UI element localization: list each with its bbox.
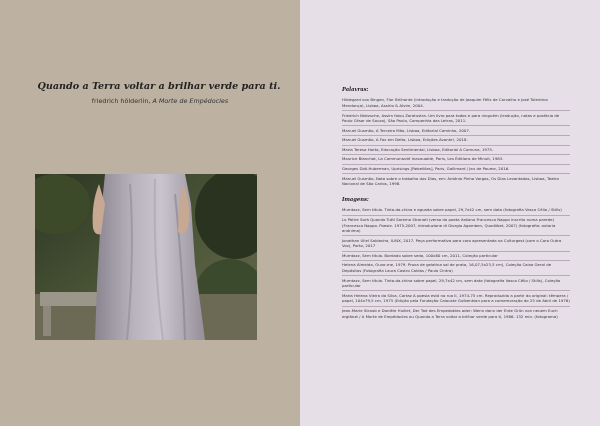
epigraph-work: A Morte de Empédocles (152, 97, 229, 105)
list-item: Jonathan Uliel Saldanha, ILINX, 2017. Peça performativa para coro apresentada na Culturgest (com o Coro Outra Voz), Porto, 2017 (342, 235, 570, 250)
draped-figure-photo (35, 174, 257, 340)
list-item: Lo Pàtire Sorà Quando Tutti Saremo Stronati (verso do poeta italiano Francesco Nappo inscrito numa parede) (Francesco Nappo. Poesie. 1975-2007, introduzione di Giorgio Agamben, Quodlibet, 2007) (fotografia: autoria anónima) (342, 215, 570, 236)
list-item: Mumtazz, Sem título. Bordado sobre seda, 100x80 cm, 2011, Coleção particular (342, 251, 570, 261)
list-item: Friedrich Nietzsche, Assim falou Zaratustra. Um livro para todos e para ninguém (tradução, notas e posfácio de Paulo César de Souza), São Paulo, Companhia das Letras, 2011. (342, 110, 570, 125)
epigraph-author: friedrich hölderlin, (91, 97, 151, 105)
list-item: Jean-Marie Straub e Danièle Huillet, Der Tod des Empedokles oder: Wenn dann der Erde Grün von neuem Euch erglänzt / A Morte de Empédocles ou Quando a Terra voltar a brilhar verde para ti, 1986. 132 min. (fotograma) (342, 306, 570, 321)
list-item: Manuel Gusmão, Nota sobre o trabalho dos Dias, em: António Pinho Vargas, Os Dias Levantados, Lisboa, Teatro Nacional de São Carlos, 1998. (342, 173, 570, 188)
list-item: Helena Almeida, Ouve-me, 1979. Prova de gelatina sal de prata, 16,07,5x23,5 cm), Coleção Caixa Geral de Depósitos (Fotografia Laura Castro Caldas / Paulo Cintra) (342, 260, 570, 275)
list-item: Hildegard von Bingen, Flor Brilhante (introdução e tradução de Joaquim Félix de Carvalho e José Tolentino Mendonça), Lisboa, Assírio & Alvim, 2004. (342, 97, 548, 108)
epigraph-source (40, 97, 280, 105)
list-item: Maurice Blanchot, La Communauté Inavouable, Paris, Les Éditions de Minuit, 1983. (342, 154, 570, 164)
list-item: Manuel Gusmão, A Foz em Delta, Lisboa, Edições Avante!, 2018. (342, 135, 570, 145)
list-item: Manuel Gusmão, A Terceira Mão, Lisboa, Editorial Caminho, 2007. (342, 125, 570, 135)
list-item: Mumtazz, Sem título. Tinta-da-china e aguada sobre papel, 29,7x42 cm, sem data (fotografia Vasco Célio / Stills) (342, 207, 562, 213)
list-item: Mumtazz, Sem título. Tinta-da-china sobre papel, 29,7x42 cm, sem data (fotografia Vasco Célio / Stills), Coleção particular (342, 275, 570, 290)
list-item: Georges Didi-Huberman, Uprisings [Rebeliões], Paris, Gallimard / Jeu de Paume, 2016. (342, 164, 570, 174)
palavras-heading: Palavras: (342, 87, 369, 93)
imagens-heading: Imagens: (342, 197, 369, 203)
epigraph-quote: Quando a Terra voltar a brilhar verde para ti. (37, 81, 281, 92)
list-item: Maria Teresa Horta, Educação Sentimental, Lisboa, Editorial A Comuna, 1975. (342, 145, 570, 155)
imagens-list (342, 206, 570, 321)
list-item: Maria Helena Vieira da Silva, Cartaz A poesia está na rua II, 1974-75 cm. Reproduzido a partir do original: têmpera / papel, 104x79,5 cm, 1975 (Edição pela Fundação Calouste Gulbenkian para a comemoração do 25 de Abril de 1976) (342, 290, 570, 305)
palavras-list (342, 96, 570, 188)
